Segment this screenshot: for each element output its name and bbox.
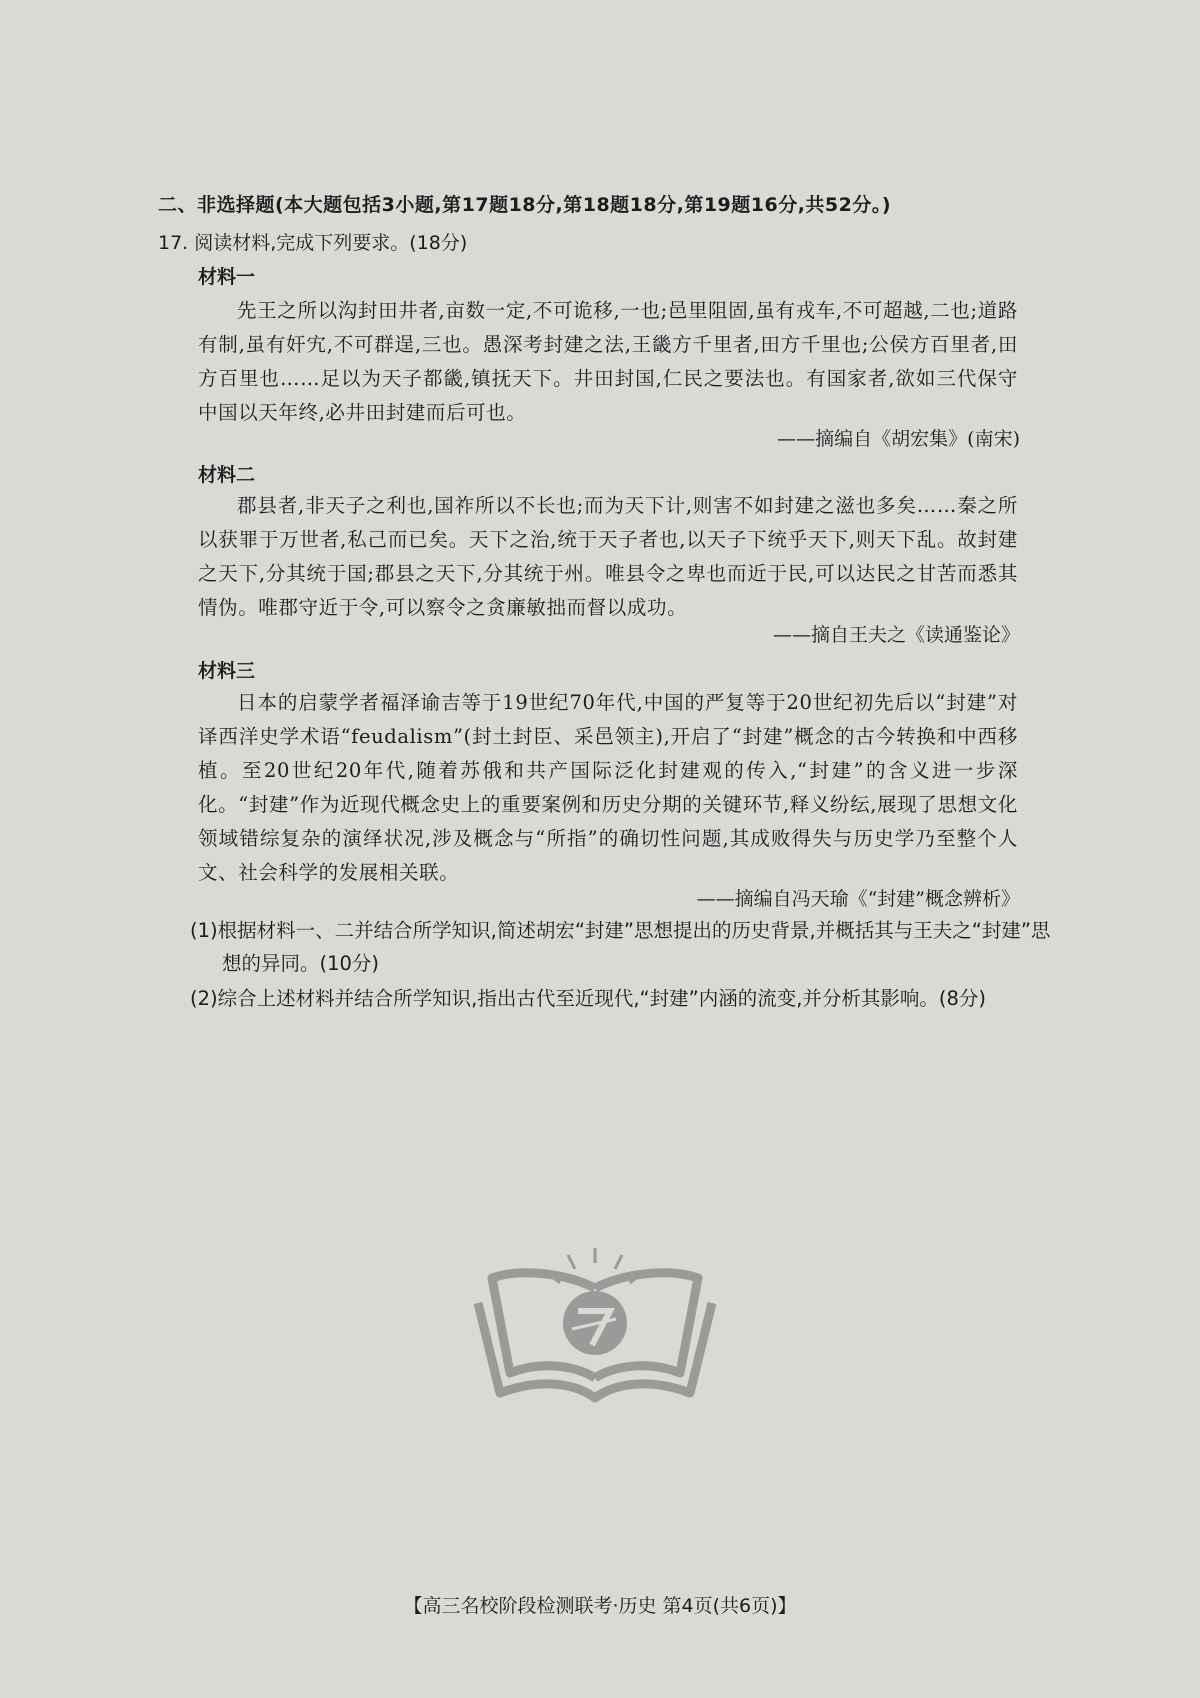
material-1-source: ——摘编自《胡宏集》(南宋) xyxy=(777,428,1020,450)
subquestion-2: (2)综合上述材料并结合所学知识,指出古代至近现代,“封建”内涵的流变,并分析其影响。(8分) xyxy=(190,987,987,1010)
question-17-stem: 17. 阅读材料,完成下列要求。(18分) xyxy=(158,232,468,254)
page-footer: 【高三名校阶段检测联考·历史 第4页(共6页)】 xyxy=(403,1595,797,1617)
subquestion-1: (1)根据材料一、二并结合所学知识,简述胡宏“封建”思想提出的历史背景,并概括其与王夫之“封建”思想的异同。(10分) xyxy=(190,919,1051,975)
material-2-label: 材料二 xyxy=(198,464,256,486)
material-1-label: 材料一 xyxy=(198,266,256,288)
material-3-text: 日本的启蒙学者福泽谕吉等于19世纪70年代,中国的严复等于20世纪初先后以“封建”对译西洋史学术语“feudalism”(封土封臣、采邑领主),开启了“封建”概念的古今转换和中西移植。至20世纪20年代,随着苏俄和共产国际泛化封建观的传入,“封建”的含义进一步深化。“封建”作为近现代概念史上的重要案例和历史分期的关键环节,释义纷纭,展现了思想文化领域错综复杂的演绎状况,涉及概念与“所指”的确切性问题,其成败得失与历史学乃至整个人文、社会科学的发展相关联。 xyxy=(198,691,1018,884)
material-2-source: ——摘自王夫之《读通鉴论》 xyxy=(772,624,1020,646)
open-book-emblem-icon xyxy=(470,1243,720,1403)
section-heading: 二、非选择题(本大题包括3小题,第17题18分,第18题18分,第19题16分,共52分。) xyxy=(158,194,892,216)
material-3-label: 材料三 xyxy=(198,660,256,682)
material-2-text: 郡县者,非天子之利也,国祚所以不长也;而为天下计,则害不如封建之滋也多矣……秦之所以获罪于万世者,私己而已矣。天下之治,统于天子者也,以天子下统乎天下,则天下乱。故封建之天下,分其统于国;郡县之天下,分其统于州。唯县令之卑也而近于民,可以达民之甘苦而悉其情伪。唯郡守近于令,可以察令之贪廉敏拙而督以成功。 xyxy=(198,494,1018,619)
material-3-source: ——摘编自冯天瑜《“封建”概念辨析》 xyxy=(696,888,1020,910)
material-1-text: 先王之所以沟封田井者,亩数一定,不可诡移,一也;邑里阻固,虽有戎车,不可超越,二也;道路有制,虽有奸宄,不可群逞,三也。愚深考封建之法,王畿方千里者,田方千里也;公侯方百里者,田方百里也……足以为天子都畿,镇抚天下。井田封国,仁民之要法也。有国家者,欲如三代保守中国以天年终,必井田封建而后可也。 xyxy=(198,299,1018,424)
